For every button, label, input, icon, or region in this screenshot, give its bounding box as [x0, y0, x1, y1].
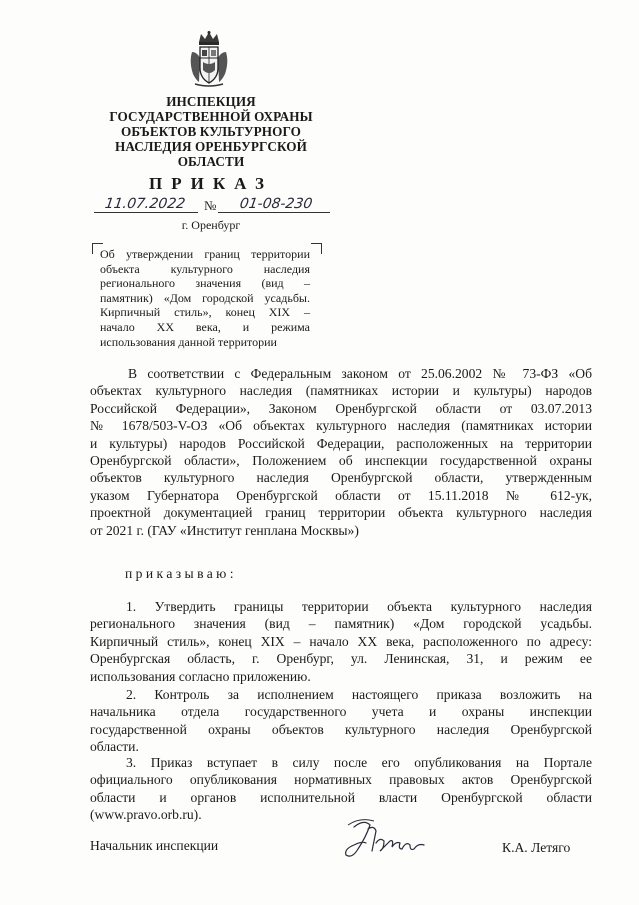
subject-line: объекта культурного наследия: [100, 261, 310, 276]
text-line: Российской Федерации», Законом Оренбургской области от 03.07.2013: [90, 400, 592, 416]
text-line: государственной охраны объектов культурного наследия Оренбургской: [90, 721, 592, 737]
order-item-3: [90, 754, 592, 824]
directive-word: приказываю:: [125, 566, 237, 581]
subject-text: [100, 247, 310, 349]
organization-name: [96, 94, 326, 169]
org-line-4: НАСЛЕДИЯ ОРЕНБУРГСКОЙ: [114, 139, 308, 154]
text-line: области.: [90, 739, 139, 755]
text-line: 2. Контроль за исполнением настоящего приказа возложить на: [126, 687, 592, 702]
subject-corner-right: [311, 243, 322, 254]
order-date-number: [94, 196, 332, 216]
order-number: 01-08-230: [238, 196, 314, 212]
subject-line: Об утверждении границ территории: [100, 247, 310, 261]
handwritten-signature: [340, 815, 432, 865]
text-line: и культуры) народов Российской Федерации, расположенных на территории: [90, 435, 592, 451]
order-title: ПРИКАЗ: [149, 174, 273, 193]
text-line: проектной документацией границ территории объекта культурного наследия: [90, 505, 592, 521]
signatory-name: К.А. Летяго: [502, 840, 571, 855]
text-line: от 2021 г. (ГАУ «Институт генплана Москвы»): [90, 522, 359, 538]
number-sign: №: [204, 198, 217, 213]
order-subject: [92, 243, 322, 353]
text-line: области и органов исполнительной власти Оренбургской области: [90, 789, 592, 805]
order-item-2: [90, 686, 592, 756]
city: г. Оренбург: [181, 218, 241, 232]
text-line: регионального значения (вид – памятник) «Дом городской усадьбы.: [90, 616, 592, 632]
text-line: объектах культурного наследия (памятниках истории и культуры) народов: [90, 383, 592, 399]
org-line-1: ИНСПЕКЦИЯ: [166, 94, 256, 109]
preamble-paragraph: [90, 365, 592, 539]
org-line-2: ГОСУДАРСТВЕННОЙ ОХРАНЫ: [109, 109, 313, 124]
signatory-title: Начальник инспекции: [90, 838, 219, 853]
text-line: В соответствии с Федеральным законом от 25.06.2002 № 73-ФЗ «Об: [128, 366, 592, 381]
subject-line: Кирпичный стиль», конец XIX –: [100, 305, 310, 320]
text-line: № 1678/503-V-ОЗ «Об объектах культурного наследия (памятниках истории: [90, 418, 592, 434]
text-line: официального опубликования нормативных правовых актов Оренбургской: [90, 772, 592, 788]
order-item-1: [90, 598, 592, 685]
subject-line: использования данной территории: [100, 334, 277, 349]
text-line: (www.pravo.orb.ru).: [90, 807, 202, 823]
subject-line: памятник) «Дом городской усадьбы.: [100, 290, 310, 305]
text-line: Оренбургской области», Положением об инспекции государственной охраны: [90, 453, 592, 469]
text-line: объектов культурного наследия Оренбургской области, утвержденным: [90, 470, 592, 486]
text-line: 1. Утвердить границы территории объекта культурного наследия: [126, 599, 592, 614]
text-line: 3. Приказ вступает в силу после его опубликования на Портале: [126, 755, 592, 770]
org-line-5: ОБЛАСТИ: [177, 154, 245, 169]
subject-line: регионального значения (вид –: [100, 276, 310, 291]
text-line: начальника отдела государственного учета и охраны инспекции: [90, 704, 592, 720]
order-date: 11.07.2022: [103, 196, 187, 212]
text-line: использования согласно приложению.: [90, 668, 311, 684]
org-line-3: ОБЪЕКТОВ КУЛЬТУРНОГО: [120, 124, 302, 139]
coat-of-arms-icon: [187, 30, 231, 88]
text-line: указом Губернатора Оренбургской области от 15.11.2018 № 612-ук,: [90, 487, 592, 503]
subject-line: начало XX века, и режима: [100, 319, 310, 334]
text-line: Оренбургская область, г. Оренбург, ул. Ленинская, 31, и режим ее: [90, 651, 592, 667]
date-underline: [94, 212, 198, 213]
number-underline: [218, 212, 330, 213]
text-line: Кирпичный стиль», конец XIX – начало XX века, расположенного по адресу:: [90, 633, 592, 649]
